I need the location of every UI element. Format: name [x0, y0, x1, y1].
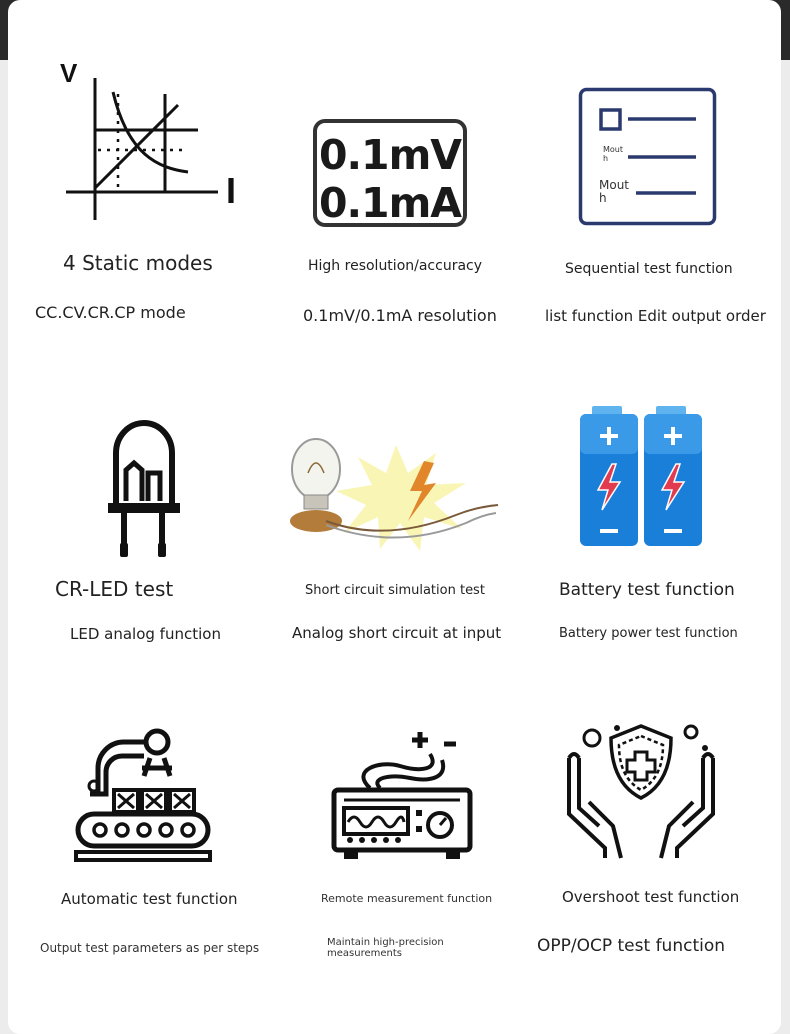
feature-description: Battery power test function	[559, 626, 738, 641]
automation-conveyor-icon	[74, 728, 214, 866]
feature-title: High resolution/accuracy	[308, 258, 483, 274]
feature-title: Automatic test function	[61, 890, 238, 908]
feature-description: OPP/OCP test function	[537, 936, 726, 956]
display-line-voltage: 0.1mV	[318, 131, 462, 179]
instrument-panel-icon	[330, 730, 474, 862]
battery-icon	[578, 404, 706, 548]
feature-description: Output test parameters as per steps	[40, 941, 260, 955]
svg-text:I: I	[226, 170, 237, 211]
feature-description: Maintain high-precision measurements	[327, 937, 444, 959]
feature-title: Short circuit simulation test	[305, 583, 485, 598]
feature-title: Overshoot test function	[562, 888, 740, 906]
display-line-current: 0.1mA	[318, 179, 462, 227]
list-label-large: Mout h	[599, 178, 630, 206]
feature-description: CC.CV.CR.CP mode	[35, 303, 186, 322]
feature-title: Battery test function	[559, 580, 735, 600]
feature-title: Sequential test function	[565, 261, 733, 277]
list-document-icon	[578, 87, 720, 227]
vi-curve-icon	[58, 60, 240, 222]
short-circuit-bulb-icon	[286, 433, 500, 555]
feature-title: CR-LED test	[55, 577, 174, 601]
feature-title: Remote measurement function	[321, 892, 493, 905]
led-icon	[104, 415, 184, 563]
resolution-display-icon	[313, 119, 467, 227]
protection-shield-icon	[565, 718, 717, 860]
feature-title: 4 Static modes	[63, 251, 213, 275]
feature-description: Analog short circuit at input	[292, 624, 502, 642]
list-label-small: Mout h	[603, 145, 624, 163]
feature-description: list function Edit output order	[545, 307, 766, 325]
feature-description: 0.1mV/0.1mA resolution	[303, 306, 497, 325]
svg-text:V: V	[60, 60, 78, 88]
feature-description: LED analog function	[70, 625, 221, 643]
